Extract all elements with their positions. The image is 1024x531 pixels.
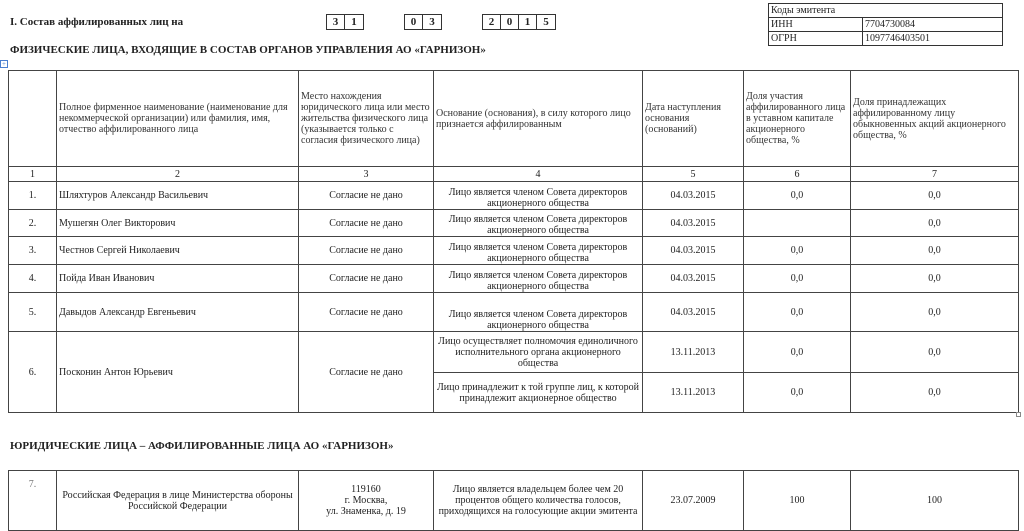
row-number: 4.: [9, 265, 57, 293]
stock-share: 0,0: [851, 332, 1019, 373]
col-number: 7: [851, 167, 1019, 182]
header-row: [9, 71, 1019, 167]
section-individuals-title: ФИЗИЧЕСКИЕ ЛИЦА, ВХОДЯЩИЕ В СОСТАВ ОРГАНОВ УПРАВЛЕНИЯ АО «ГАРНИЗОН»: [10, 44, 486, 56]
col-header: Дата наступления основания (оснований): [643, 71, 744, 167]
address: [299, 471, 434, 531]
zip: 119160: [351, 484, 381, 495]
issuer-codes: [768, 3, 1003, 46]
date: 23.07.2009: [643, 471, 744, 531]
basis: Лицо принадлежит к той группе лиц, к которой принадлежит акционерное общество: [434, 373, 643, 413]
digit: 3: [429, 16, 435, 28]
row-number: 6.: [9, 332, 57, 413]
row-number: 1.: [9, 182, 57, 210]
report-title: I. Состав аффилированных лиц на: [10, 16, 184, 28]
date: 13.11.2013: [643, 332, 744, 373]
table-row: [9, 471, 1019, 531]
inn-label: ИНН: [769, 18, 863, 32]
basis: Лицо является членом Совета директоров акционерного общества: [434, 293, 643, 332]
stock-share: 0,0: [851, 182, 1019, 210]
row-number: 7.: [9, 471, 57, 531]
date: 13.11.2013: [643, 373, 744, 413]
basis: Лицо является членом Совета директоров акционерного общества: [434, 210, 643, 237]
digit: 3: [327, 15, 345, 29]
stock-share: 0,0: [851, 237, 1019, 265]
stock-share: 0,0: [851, 265, 1019, 293]
entity-name: Российская Федерация в лице Министерства обороны Российской Федерации: [57, 471, 299, 531]
place: Согласие не дано: [299, 210, 434, 237]
digit: 1: [519, 15, 537, 29]
col-header: Доля принадлежащих аффилированному лицу обыкновенных акций акционерного общества, %: [851, 71, 1019, 167]
table-row: [9, 182, 1019, 210]
col-header: Основание (основания), в силу которого лицо признается аффилированным: [434, 71, 643, 167]
person-name: Пойда Иван Иванович: [57, 265, 299, 293]
table-row: [9, 210, 1019, 237]
col-number: 4: [434, 167, 643, 182]
place: Согласие не дано: [299, 237, 434, 265]
street: ул. Знаменка, д. 19: [326, 506, 406, 517]
person-name: Честнов Сергей Николаевич: [57, 237, 299, 265]
person-name: Давыдов Александр Евгеньевич: [57, 293, 299, 332]
person-name: Мушегян Олег Викторович: [57, 210, 299, 237]
ogrn-label: ОГРН: [769, 32, 863, 46]
person-name: Посконин Антон Юрьевич: [57, 332, 299, 413]
individuals-table: [8, 70, 1019, 413]
stock-share: 0,0: [851, 293, 1019, 332]
person-name: Шляхтуров Александр Васильевич: [57, 182, 299, 210]
digit: 1: [351, 16, 357, 28]
place: Согласие не дано: [299, 293, 434, 332]
col-header: Место нахождения юридического лица или место жительства физического лица (указывается только с согласия физического лица): [299, 71, 434, 167]
stock-share: 100: [851, 471, 1019, 531]
table-row: [9, 265, 1019, 293]
digit: 5: [543, 16, 549, 28]
col-number: 3: [299, 167, 434, 182]
place: Согласие не дано: [299, 332, 434, 413]
date: 04.03.2015: [643, 293, 744, 332]
column-numbers-row: [9, 167, 1019, 182]
row-number: 3.: [9, 237, 57, 265]
basis: Лицо является членом Совета директоров акционерного общества: [434, 182, 643, 210]
section-entities-title: ЮРИДИЧЕСКИЕ ЛИЦА – АФФИЛИРОВАННЫЕ ЛИЦА АО «ГАРНИЗОН»: [10, 440, 394, 452]
table-row: [9, 293, 1019, 332]
share: 0,0: [744, 182, 851, 210]
share: 0,0: [744, 373, 851, 413]
inn-value: 7704730084: [863, 18, 1003, 32]
codes-title: Коды эмитента: [769, 4, 1003, 18]
share: 0,0: [744, 265, 851, 293]
col-header: [9, 71, 57, 167]
col-number: 6: [744, 167, 851, 182]
entities-table: [8, 470, 1019, 531]
date-day: [326, 14, 364, 30]
place: Согласие не дано: [299, 265, 434, 293]
share: 0,0: [744, 332, 851, 373]
table-move-handle-icon[interactable]: +: [0, 60, 8, 68]
stock-share: 0,0: [851, 210, 1019, 237]
row-number: 5.: [9, 293, 57, 332]
col-number: 5: [643, 167, 744, 182]
table-row: [9, 332, 1019, 373]
stock-share: 0,0: [851, 373, 1019, 413]
col-header: Доля участия аффилированного лица в уставном капитале акционерного общества, %: [744, 71, 851, 167]
place: Согласие не дано: [299, 182, 434, 210]
share: 0,0: [744, 237, 851, 265]
date-month: [404, 14, 442, 30]
col-number: 1: [9, 167, 57, 182]
basis: Лицо является владельцем более чем 20 процентов общего количества голосов, приходящихся на голосующие акции эмитента: [434, 471, 643, 531]
share: 0,0: [744, 293, 851, 332]
digit: 0: [501, 15, 519, 29]
city: г. Москва,: [344, 495, 388, 506]
date-year: [482, 14, 556, 30]
date: 04.03.2015: [643, 182, 744, 210]
ogrn-value: 1097746403501: [863, 32, 1003, 46]
date: 04.03.2015: [643, 210, 744, 237]
table-row: [9, 237, 1019, 265]
digit: 2: [483, 15, 501, 29]
date: 04.03.2015: [643, 265, 744, 293]
row-number: 2.: [9, 210, 57, 237]
basis: Лицо является членом Совета директоров акционерного общества: [434, 237, 643, 265]
table-resize-handle[interactable]: [1016, 412, 1021, 417]
digit: 0: [405, 15, 423, 29]
date: 04.03.2015: [643, 237, 744, 265]
basis: Лицо является членом Совета директоров акционерного общества: [434, 265, 643, 293]
basis: Лицо осуществляет полномочия единоличного исполнительного органа акционерного общества: [434, 332, 643, 373]
col-header: Полное фирменное наименование (наименование для некоммерческой организации) или фамилия, имя, отчество аффилированного лица: [57, 71, 299, 167]
col-number: 2: [57, 167, 299, 182]
share: [744, 210, 851, 237]
share: 100: [744, 471, 851, 531]
